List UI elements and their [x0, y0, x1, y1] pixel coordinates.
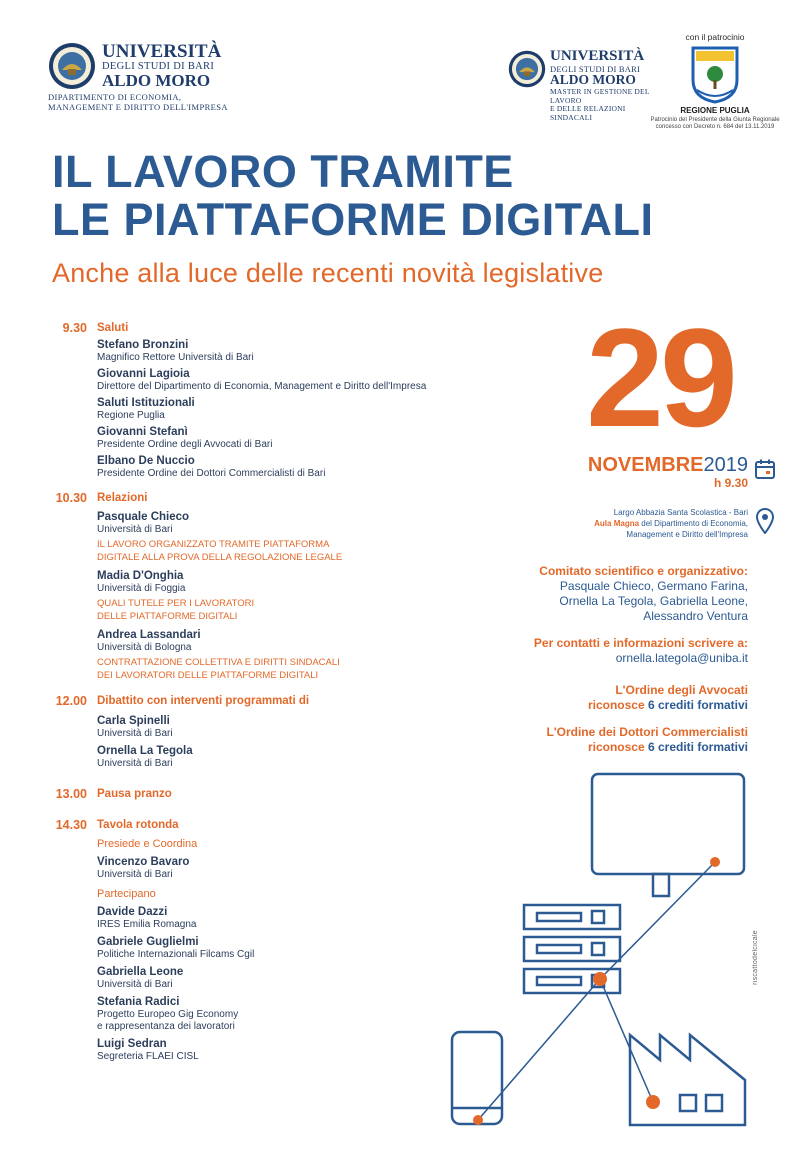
slot-title: Dibattito con interventi programmati di — [97, 695, 310, 707]
contacts-heading: Per contatti e informazioni scrivere a: — [533, 636, 748, 650]
credit-amount: riconosce 6 crediti formativi — [587, 740, 748, 754]
speaker-role: Politiche Internazionali Filcams Cgil — [97, 949, 255, 960]
speaker-role: Università di Foggia — [97, 583, 186, 594]
slot-title: Pausa pranzo — [97, 788, 172, 800]
speaker-name: Gabriella Leone — [97, 966, 184, 978]
speaker-name: Gabriele Guglielmi — [97, 936, 199, 948]
location-pin-icon — [756, 508, 774, 534]
speaker-name: Giovanni Stefanì — [97, 426, 188, 438]
speaker-name: Stefano Bronzini — [97, 339, 189, 351]
speaker-role: Università di Bari — [97, 979, 173, 990]
department-name: DIPARTIMENTO DI ECONOMIA, MANAGEMENT E DIRITTO DELL'IMPRESA — [48, 92, 228, 112]
node-dot — [710, 857, 720, 867]
university-seal-icon — [48, 42, 96, 90]
university-seal-icon — [508, 50, 546, 88]
speaker — [97, 454, 510, 480]
calendar-icon — [754, 458, 776, 480]
node-dot — [646, 1095, 660, 1109]
node-dot — [473, 1115, 483, 1125]
patronage-note: Patrocinio del Presidente della Giunta Regionale concesso con Decreto n. 684 del 13.11.2019 — [650, 117, 780, 131]
speaker-name: Ornella La Tegola — [97, 745, 193, 757]
event-day: 29 — [586, 299, 734, 456]
event-month-year: NOVEMBRE2019 — [587, 454, 748, 476]
talk-title: IL LAVORO ORGANIZZATO TRAMITE PIATTAFORMA DIGITALE ALLA PROVA DELLA REGOLAZIONE LEGALE — [97, 539, 343, 563]
speaker-name: Giovanni Lagioia — [97, 368, 190, 380]
speaker — [97, 367, 510, 393]
slot-time: 9.30 — [62, 321, 87, 335]
university-aldo-moro: ALDO MORO — [550, 72, 636, 87]
program-slot — [40, 694, 510, 770]
slot-time: 10.30 — [55, 491, 87, 505]
speaker-role: Università di Bari — [97, 758, 173, 769]
talk-title: CONTRATTAZIONE COLLETTIVA E DIRITTI SINDACALI DEI LAVORATORI DELLE PIATTAFORME DIGITALI — [97, 657, 340, 681]
master-name: MASTER IN GESTIONE DEL LAVORO E DELLE RELAZIONI SINDACALI — [550, 87, 650, 122]
chair-label: Presiede e Coordina — [97, 838, 198, 850]
digital-platform-illustration — [440, 760, 770, 1130]
speaker-role: Presidente Ordine degli Avvocati di Bari — [97, 439, 273, 450]
university-subname: DEGLI STUDI DI BARI — [102, 61, 215, 72]
patronage-label: con il patrocinio — [685, 32, 745, 42]
server-icon — [524, 905, 620, 929]
patronage-block — [640, 32, 790, 131]
speaker-role: e rappresentanza dei lavoratori — [97, 1021, 235, 1032]
regione-puglia-crest-icon — [691, 46, 739, 104]
university-subname: DEGLI STUDI DI BARI — [550, 64, 640, 74]
program-slot — [40, 321, 510, 480]
info-block — [448, 564, 748, 666]
credit-amount: riconosce 6 crediti formativi — [587, 698, 748, 712]
committee-heading: Comitato scientifico e organizzativo: — [539, 564, 748, 578]
speaker-role: Magnifico Rettore Università di Bari — [97, 352, 254, 363]
monitor-icon — [592, 774, 744, 874]
speaker — [97, 510, 510, 564]
university-name: UNIVERSITÀ — [550, 48, 645, 64]
speaker-name: Elbano De Nuccio — [97, 455, 195, 467]
university-logo-main — [48, 40, 248, 120]
speaker-role: Direttore del Dipartimento di Economia, Management e Diritto dell'Impresa — [97, 381, 427, 392]
speaker — [97, 396, 510, 422]
speaker-role: Segreteria FLAEI CISL — [97, 1051, 199, 1062]
slot-time: 12.00 — [55, 694, 87, 708]
smartphone-icon — [452, 1032, 502, 1124]
speaker — [97, 425, 510, 451]
speaker-name: Pasquale Chieco — [97, 511, 190, 523]
speaker-name: Saluti Istituzionali — [97, 397, 195, 409]
speaker-name: Andrea Lassandari — [97, 629, 201, 641]
speaker-name: Davide Dazzi — [97, 906, 168, 918]
credit-issuer: L'Ordine degli Avvocati — [615, 683, 748, 697]
slot-title: Relazioni — [97, 492, 148, 504]
contact-email[interactable]: ornella.lategola@uniba.it — [615, 651, 748, 665]
speaker-role: Regione Puglia — [97, 410, 165, 421]
speaker-name: Madia D'Onghia — [97, 570, 184, 582]
committee-member-line: Ornella La Tegola, Gabriella Leone, — [559, 594, 748, 608]
speaker-role: Università di Bologna — [97, 642, 192, 653]
speaker-name: Luigi Sedran — [97, 1038, 167, 1050]
speaker — [97, 338, 510, 364]
speaker-role: Progetto Europeo Gig Economy — [97, 1009, 239, 1020]
speaker-role: Università di Bari — [97, 524, 173, 535]
participants-label: Partecipano — [97, 888, 156, 900]
patronage-region: REGIONE PUGLIA — [680, 106, 750, 115]
event-hour: h 9.30 — [713, 476, 748, 490]
speaker-role: Presidente Ordine dei Dottori Commercialisti di Bari — [97, 468, 326, 479]
credits-block — [448, 683, 748, 755]
slot-time: 13.00 — [55, 787, 87, 801]
speaker-name: Carla Spinelli — [97, 715, 170, 727]
committee-member-line: Pasquale Chieco, Germano Farina, — [559, 579, 748, 593]
speaker-name: Vincenzo Bavaro — [97, 856, 190, 868]
program-slot — [40, 491, 510, 682]
slot-time: 14.30 — [55, 818, 87, 832]
slot-title: Tavola rotonda — [97, 819, 179, 831]
speaker-name: Stefania Radici — [97, 996, 180, 1008]
speaker-role: IRES Emilia Romagna — [97, 919, 197, 930]
side-credit: riscattodelcicale — [752, 930, 759, 985]
event-venue: Largo Abbazia Santa Scolastica - Bari Aula Magna del Dipartimento di Economia, Management e Diritto dell'Impresa — [594, 508, 748, 539]
speaker-role: Università di Bari — [97, 869, 173, 880]
node-dot — [593, 972, 607, 986]
talk-title: QUALI TUTELE PER I LAVORATORI DELLE PIATTAFORME DIGITALI — [97, 598, 255, 622]
university-aldo-moro: ALDO MORO — [102, 71, 211, 90]
page-subtitle: Anche alla luce delle recenti novità legislative — [52, 258, 604, 288]
speaker-role: Università di Bari — [97, 728, 173, 739]
slot-title: Saluti — [97, 322, 129, 334]
committee-member-line: Alessandro Ventura — [643, 609, 748, 623]
credit-issuer: L'Ordine dei Dottori Commercialisti — [546, 725, 748, 739]
university-name: UNIVERSITÀ — [102, 41, 222, 62]
page-title: IL LAVORO TRAMITE LE PIATTAFORME DIGITALI — [52, 146, 654, 245]
